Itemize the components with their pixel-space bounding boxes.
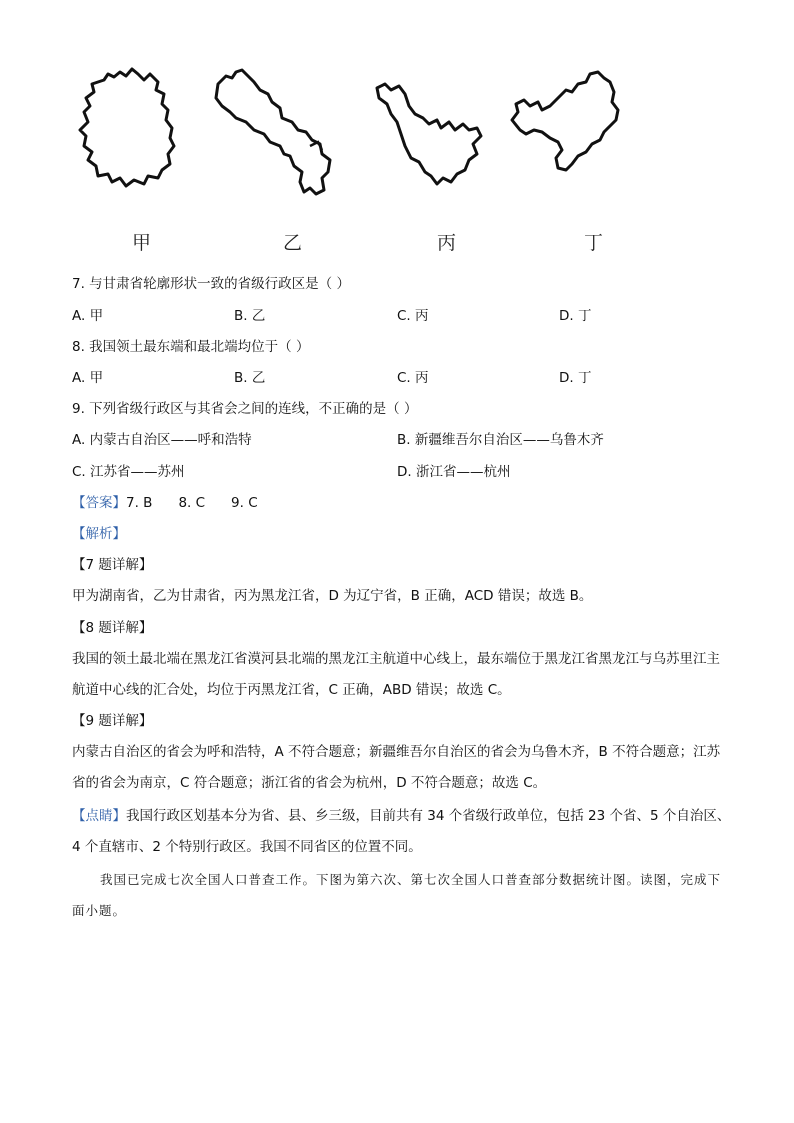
answer-tag: 【答案】 [72,495,126,511]
question-9-option-a[interactable]: A. 内蒙古自治区——呼和浩特 [72,432,252,448]
answer-9: 9. C [231,495,258,511]
question-8-option-a[interactable]: A. 甲 [72,370,104,386]
detail-8-tag: 【8 题详解】 [72,620,153,636]
question-9-option-d[interactable]: D. 浙江省——杭州 [397,464,511,480]
answer-7: 7. B [126,495,153,511]
detail-9-text: 内蒙古自治区的省会为呼和浩特，A 不符合题意；新疆维吾尔自治区的省会为乌鲁木齐，B 不符合题意；江苏省的省会为南京，C 符合题意；浙江省的省会为杭州，D 不符合题意；故选 C。 [72,744,721,791]
map-ding-outline [506,60,626,180]
tip-tag: 【点睛】 [72,808,126,824]
question-8-stem: 8. 我国领土最东端和最北端均位于（ ） [72,339,310,355]
answer-8: 8. C [178,495,206,511]
answer-line [72,493,284,513]
analysis-tag: 【解析】 [72,526,126,542]
map-jia-outline [74,60,186,190]
next-section-intro: 我国已完成七次全国人口普查工作。下图为第六次、第七次全国人口普查部分数据统计图。读图，完成下面小题。 [72,872,722,918]
detail-7-tag: 【7 题详解】 [72,557,153,573]
question-7-option-b[interactable]: B. 乙 [234,308,266,324]
question-9-option-c[interactable]: C. 江苏省——苏州 [72,464,185,480]
question-7-option-d[interactable]: D. 丁 [559,308,592,324]
tip-paragraph [72,801,732,863]
question-9-option-b[interactable]: B. 新疆维吾尔自治区——乌鲁木齐 [397,432,604,448]
question-9-stem: 9. 下列省级行政区与其省会之间的连线，不正确的是（ ） [72,401,418,417]
map-label-bing: 丙 [437,232,457,254]
question-8-option-d[interactable]: D. 丁 [559,370,592,386]
map-bing-outline [365,60,485,190]
map-label-ding: 丁 [584,232,604,254]
tip-text: 我国行政区划基本分为省、县、乡三级，目前共有 34 个省级行政单位，包括 23 个省、5 个自治区、4 个直辖市、2 个特别行政区。我国不同省区的位置不同。 [72,808,731,855]
map-label-jia: 甲 [132,232,152,254]
map-yi-outline [210,60,360,210]
detail-7-text: 甲为湖南省，乙为甘肃省，丙为黑龙江省，D 为辽宁省，B 正确，ACD 错误；故选 B。 [72,588,593,604]
question-7-stem: 7. 与甘肃省轮廓形状一致的省级行政区是（ ） [72,276,350,292]
question-8-option-b[interactable]: B. 乙 [234,370,266,386]
detail-9-tag: 【9 题详解】 [72,713,153,729]
question-8-option-c[interactable]: C. 丙 [397,370,429,386]
map-label-yi: 乙 [283,232,303,254]
question-7-option-a[interactable]: A. 甲 [72,308,104,324]
question-7-option-c[interactable]: C. 丙 [397,308,429,324]
province-outline-figure [60,60,640,260]
detail-8-text: 我国的领土最北端在黑龙江省漠河县北端的黑龙江主航道中心线上，最东端位于黑龙江省黑龙江与乌苏里江主航道中心线的汇合处，均位于丙黑龙江省，C 正确，ABD 错误；故选 C。 [72,651,720,698]
